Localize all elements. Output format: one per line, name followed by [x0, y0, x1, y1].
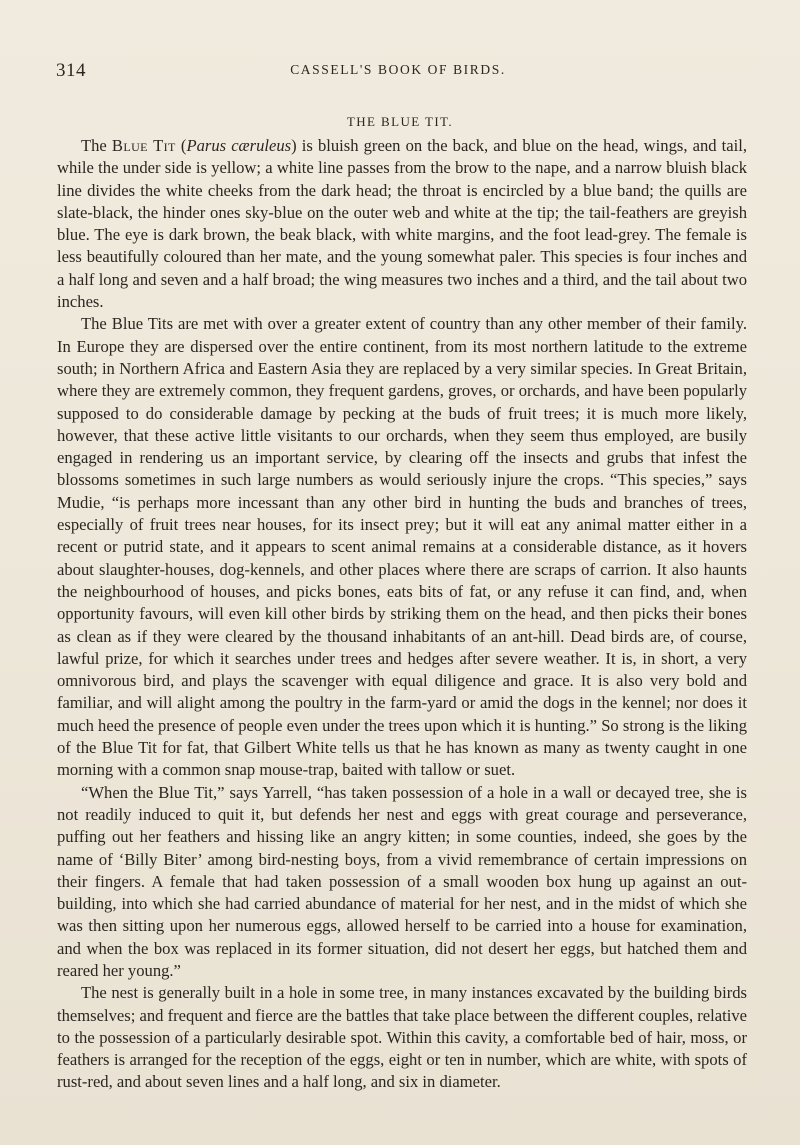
paragraph-yarrell-quote: “When the Blue Tit,” says Yarrell, “has taken possession of a hole in a wall or decayed tree, she is not readily induced to quit it, but defends her nest and eggs with great courage and perseverance, puffing out her feathers and hissing like an angry kitten; in some counties, indeed, she goes by the name of ‘Billy Biter’ among bird-nesting boys, from a vivid remembrance of certain impressions on their fingers. A female that had taken possession of a small wooden box hung up against an out-building, into which she had carried abundance of material for her nest, and in the midst of which she was then sitting upon her numerous eggs, allowed herself to be carried into a house for examination, and when the box was replaced in its former situation, did not desert her eggs, but hatched them and reared her young.”	[57, 782, 747, 980]
article-body	[57, 135, 747, 1094]
book-title: CASSELL'S BOOK OF BIRDS.	[290, 62, 506, 77]
description-text: is bluish green on the back, and blue on the head, wings, and tail, while the under side is yellow; a white line passes from the brow to the nape, and a narrow bluish black line divides the white cheeks from the dark head; the throat is encircled by a blue band; the quills are slate-black, the hinder ones sky-blue on the outer web and white at the tip; the tail-feathers are greyish blue. The eye is dark brown, the beak black, with white margins, and the foot lead-grey. The female is less beautifully coloured than her mate, and the young somewhat paler. This species is four inches and a half long and seven and a half broad; the wing measures two inches and a third, and the tail about two inches.	[57, 136, 747, 312]
paragraph-range-and-habits: The Blue Tits are met with over a greater extent of country than any other member of their family. In Europe they are dispersed over the entire continent, from its most northern latitude to the extreme south; in Northern Africa and Eastern Asia they are replaced by a very similar species. In Great Britain, where they are extremely common, they frequent gardens, groves, or orchards, and have been popularly supposed to do considerable damage by pecking at the buds of fruit trees; it is much more likely, however, that these active little visitants to our orchards, when they seem thus employed, are busily engaged in rendering us an important service, by clearing off the insects and grubs that infest the blossoms sometimes in such large numbers as would seriously injure the crops. “This species,” says Mudie, “is perhaps more incessant than any other bird in hunting the buds and branches of trees, especially of fruit trees near houses, for its insect prey; but it will eat any animal matter either in a recent or putrid state, and it appears to scent animal remains at a considerable distance, as it hovers about slaughter-houses, dog-kennels, and other places where there are scraps of carrion. It also haunts the neighbourhood of houses, and picks bones, eats bits of fat, or any refuse it can find, and, when opportunity favours, will even kill other birds by striking them on the head, and then picks their bones as clean as if they were cleared by the thousand inhabitants of an ant-hill. Dead birds are, of course, lawful prize, for which it searches under trees and hedges after severe weather. It is, in short, a very omnivorous bird, and plays the scavenger with equal diligence and grace. It is also very bold and familiar, and will alight among the poultry in the farm-yard or amid the dogs in the kennel; nor does it much heed the presence of people even under the trees upon which it is hunting.” So strong is the liking of the Blue Tit for fat, that Gilbert White tells us that he has known as many as twenty caught in one morning with a common snap mouse-trap, baited with tallow or suet.	[57, 314, 747, 780]
paragraph-nesting: The nest is generally built in a hole in some tree, in many instances excavated by the building birds themselves; and frequent and fierce are the battles that take place between the different couples, relative to the possession of a particularly desirable spot. Within this cavity, a comfortable bed of hair, moss, or feathers is arranged for the reception of the eggs, eight or ten in number, which are white, with spots of rust-red, and about seven lines and a half long, and six in diameter.	[57, 983, 747, 1092]
paragraph-description: The Blue Tit (Parus cæruleus) is bluish green on the back, and blue on the head, wings, and tail, while the under side is yellow; a white line passes from the brow to the nape, and a narrow bluish black line divides the white cheeks from the dark head; the throat is encircled by a blue band; the quills are slate-black, the hinder ones sky-blue on the outer web and white at the tip; the tail-feathers are greyish blue. The eye is dark brown, the beak black, with white margins, and the foot lead-grey. The female is less beautifully coloured than her mate, and the young somewhat paler. This species is four inches and a half long and seven and a half broad; the wing measures two inches and a third, and the tail about two inches.	[57, 136, 747, 312]
latin-name: Parus cæruleus	[186, 136, 292, 155]
section-title: THE BLUE TIT.	[346, 114, 454, 129]
running-head	[56, 58, 740, 82]
page-number: 314	[56, 60, 86, 81]
species-name: Blue Tit	[111, 136, 176, 155]
intro-article: The	[81, 136, 112, 155]
